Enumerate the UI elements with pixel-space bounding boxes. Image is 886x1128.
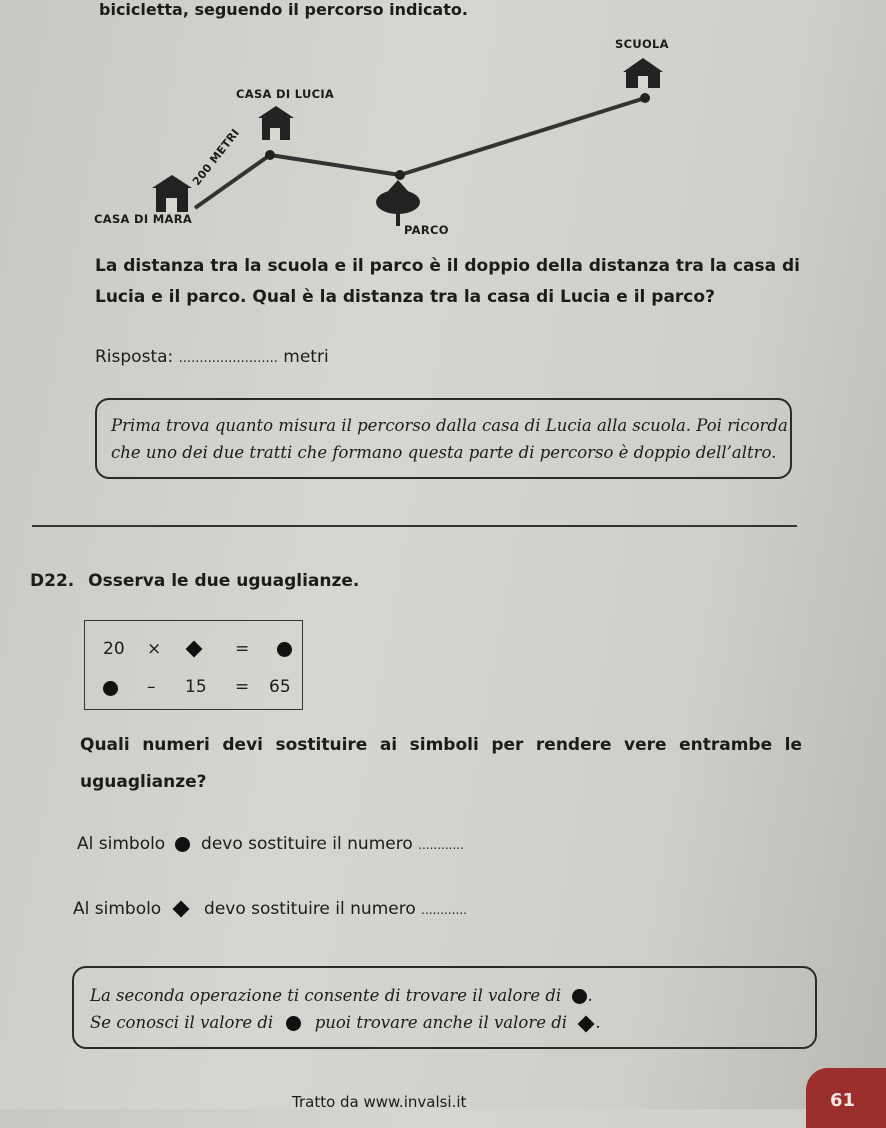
tree-icon [376, 180, 420, 226]
hint2-line1-end: . [587, 986, 593, 1005]
house-mara-icon [152, 175, 192, 212]
question1-line2: Lucia e il parco. Qual è la distanza tra la casa di Lucia e il parco? [95, 287, 715, 307]
eq2-c: 65 [269, 677, 291, 697]
page-number-badge [806, 1068, 886, 1128]
answer-row-diamond [73, 899, 467, 919]
question1-line1: La distanza tra la scuola e il parco è il doppio della distanza tra la casa di [95, 256, 801, 276]
circle-symbol [175, 837, 190, 852]
answer-row-circle [77, 834, 464, 854]
hint2-line2-text-a: Se conosci il valore di [90, 1013, 274, 1032]
label-scuola: SCUOLA [615, 37, 669, 51]
row2-label: Al simbolo [73, 899, 162, 919]
circle-symbol [277, 642, 292, 657]
circle-symbol [572, 989, 587, 1004]
label-casa-lucia: CASA DI LUCIA [236, 87, 335, 101]
hint-box-2 [72, 966, 817, 1049]
diamond-symbol [172, 901, 189, 918]
diamond-symbol [578, 1015, 595, 1032]
eq2-b: 15 [185, 677, 207, 697]
hint2-line2-text-b: puoi trovare anche il valore di [314, 1013, 568, 1032]
eq2-op: – [147, 677, 156, 697]
d22-header [30, 571, 359, 591]
circle-symbol [103, 681, 118, 696]
answer-blank[interactable]: ........................ [178, 351, 278, 366]
row2-blank[interactable]: ............ [421, 903, 467, 917]
row2-text: devo sostituire il numero [204, 899, 416, 919]
eq2-eq: = [235, 677, 250, 697]
intro-line: bicicletta, seguendo il percorso indicato. [99, 0, 468, 19]
house-lucia-icon [258, 106, 294, 140]
hint2-line1-text: La seconda operazione ti consente di trovare il valore di [90, 986, 562, 1005]
d22-question-line2: uguaglianze? [80, 772, 207, 792]
label-parco: PARCO [404, 223, 449, 237]
answer-label: Risposta: [95, 347, 174, 367]
hint2-line2-end: . [595, 1013, 601, 1032]
eq1-eq: = [235, 639, 250, 659]
school-icon [623, 58, 663, 88]
route-lucia-parco [270, 155, 400, 175]
row1-label: Al simbolo [77, 834, 166, 854]
route-parco-scuola [400, 98, 645, 175]
row1-text: devo sostituire il numero [201, 834, 413, 854]
d22-question-line1: Quali numeri devi sostituire ai simboli per rendere vere entrambe le [80, 735, 802, 755]
hint-box-1 [95, 398, 792, 479]
d22-number: D22. [30, 571, 75, 591]
section-divider [32, 525, 797, 527]
equations-box [84, 620, 303, 710]
eq1-op: × [147, 639, 162, 659]
hint2-line1 [90, 982, 815, 1009]
hint2-line2 [90, 1009, 815, 1036]
label-casa-mara: CASA DI MARA [94, 212, 193, 226]
answer-unit: metri [283, 347, 329, 367]
d22-title: Osserva le due uguaglianze. [88, 571, 360, 591]
hint1-line2: che uno dei due tratti che formano questa parte di percorso è doppio dell’altro. [111, 443, 777, 462]
diamond-symbol [186, 641, 203, 658]
page-number: 61 [830, 1090, 856, 1111]
label-distance: 200 METRI [190, 126, 243, 189]
eq1-a: 20 [103, 639, 125, 659]
circle-symbol [286, 1016, 301, 1031]
hint1-line1: Prima trova quanto misura il percorso dalla casa di Lucia alla scuola. Poi ricorda [111, 416, 788, 435]
footer-source: Tratto da www.invalsi.it [292, 1093, 467, 1111]
row1-blank[interactable]: ............ [418, 838, 464, 852]
answer-row [95, 347, 329, 367]
